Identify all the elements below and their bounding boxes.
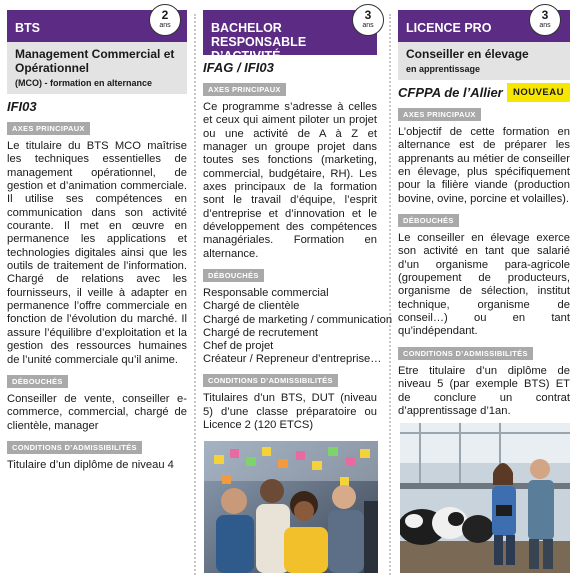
section-label: AXES PRINCIPAUX (203, 83, 286, 96)
outlets-text: Conseiller de vente, conseiller e-commerce, commercial, chargé de clientèle, manager (7, 392, 187, 432)
section-label: DÉBOUCHÉS (7, 375, 68, 388)
duration-badge (352, 4, 384, 36)
section-label: CONDITIONS D’ADMISSIBILITÉS (7, 441, 142, 454)
duration-unit: ans (362, 22, 374, 29)
duration-number: 3 (541, 8, 549, 22)
degree-type: LICENCE PRO (406, 21, 492, 35)
students-photo (204, 441, 378, 573)
admission-text: Titulaire d’un diplôme de niveau 4 (7, 458, 174, 471)
main-axes-text: Ce programme s’adresse à celles et ceux qui aiment piloter un projet ou une activité de A à Z et manager un groupe projet dans toutes ses fonctions (marketing, commercial, budgétaire, RH). Les axes principaux de la formation sont le travail d’équipe, l’esprit d’entreprise et d’innovation et le développement des compétences managériales. Formation en alternance. (203, 101, 377, 260)
admission-text: Etre titulaire d’un diplôme de niveau 5 (par exemple BTS) ET de conclure un contrat d’apprentissage d’1an. (398, 364, 570, 417)
outlets-text: Le conseiller en élevage exerce son activité en tant que salarié d’un organisme para-agricole (groupement de producteurs, organisme de sélection, institut technique, organisme de conseil…) ou en tant qu’indépendant. (398, 232, 570, 338)
school-name: IFAG / IFI03 (203, 60, 274, 75)
outlets-list (203, 287, 393, 366)
card-header (203, 8, 377, 63)
school-name: IFI03 (7, 99, 37, 114)
list-item: Chargé de marketing / communication (203, 313, 393, 326)
section-label: DÉBOUCHÉS (398, 214, 459, 227)
section-label: AXES PRINCIPAUX (7, 122, 90, 135)
card-header (7, 10, 187, 42)
program-title: Management Commercial et Opérationnel (15, 47, 175, 75)
duration-number: 2 (161, 8, 169, 22)
section-label: CONDITIONS D’ADMISSIBILITÉS (203, 374, 338, 387)
list-item: Chef de projet (203, 339, 274, 352)
new-badge: NOUVEAU (507, 83, 570, 102)
duration-number: 3 (364, 8, 372, 22)
school-name: CFPPA de l’Allier NOUVEAU (398, 85, 570, 101)
program-subtitle: (MCO) - formation en alternance (15, 78, 153, 88)
duration-unit: ans (159, 22, 171, 29)
main-axes-text: L’objectif de cette formation en alternance est de préparer les apprenants au métier de conseiller en élevage, plus spécifiquement pour la filière viande (production bovine, ovine, porcine et volailles). (398, 126, 570, 205)
list-item: Chargé de clientèle (203, 300, 300, 313)
section-label: AXES PRINCIPAUX (398, 108, 481, 121)
main-axes-text: Le titulaire du BTS MCO maîtrise les techniques essentielles de management opérationnel, de gestion et d’animation commerciale. Il utilise ses compétences en communication dans son activité courante. Il met en œuvre en permanence les applications et technologies digitales ainsi que les outils de traitement de l’information. Chargé de relations avec les fournisseurs, il veille à adapter en permanence l’offre commerciale en fonction de l’évolution du marché. Il assure l’équilibre d’exploitation et la gestion des ressources humaines de l’unité commerciale qu’il anime. (7, 140, 187, 366)
duration-unit: ans (539, 22, 551, 29)
section-label: CONDITIONS D’ADMISSIBILITÉS (398, 347, 533, 360)
list-item: Responsable commercial (203, 287, 329, 300)
column-divider (389, 14, 391, 575)
program-card-licence (398, 10, 570, 422)
list-item: Chargé de recrutement (203, 326, 319, 339)
card-header (398, 10, 570, 42)
duration-badge (529, 4, 561, 36)
program-card-bachelor (203, 8, 393, 436)
program-card-bts (7, 10, 187, 476)
livestock-photo (400, 423, 570, 573)
program-title: Conseiller en élevage (406, 47, 529, 61)
admission-text: Titulaires d’un BTS, DUT (niveau 5) d’une classe préparatoire ou Licence 2 (120 ETCS) (203, 392, 377, 432)
card-title-band (398, 42, 570, 80)
program-subtitle: en apprentissage (406, 64, 481, 74)
list-item: Créateur / Repreneur d’entreprise… (203, 353, 382, 366)
column-divider (194, 14, 196, 575)
degree-type: BACHELOR RESPONSABLE D’ACTIVITÉ (211, 21, 307, 63)
degree-type: BTS (15, 21, 40, 35)
card-title-band (7, 42, 187, 94)
duration-badge (149, 4, 181, 36)
section-label: DÉBOUCHÉS (203, 269, 264, 282)
